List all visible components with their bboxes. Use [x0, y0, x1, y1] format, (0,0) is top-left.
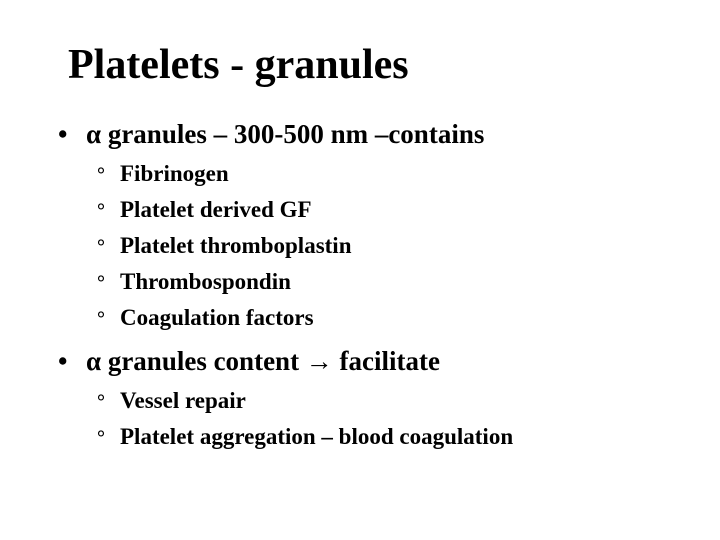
sub-bullet-marker: °	[97, 391, 105, 413]
bullet-marker: •	[58, 346, 68, 376]
sub-bullet-text: Coagulation factors	[120, 305, 314, 330]
sub-bullet-item	[97, 425, 513, 448]
sub-bullet-item	[97, 234, 351, 257]
sub-bullet-marker: °	[97, 427, 105, 449]
sub-bullet-marker: °	[97, 272, 105, 294]
sub-bullet-text: Fibrinogen	[120, 161, 229, 186]
bullet-marker: •	[58, 119, 68, 149]
sub-bullet-marker: °	[97, 236, 105, 258]
bullet-text: α granules content → facilitate	[86, 346, 441, 376]
sub-bullet-item	[97, 389, 246, 412]
sub-bullet-text: Thrombospondin	[120, 269, 291, 294]
sub-bullet-marker: °	[97, 164, 105, 186]
sub-bullet-text: Vessel repair	[120, 388, 246, 413]
bullet-item	[58, 121, 484, 148]
sub-bullet-item	[97, 270, 291, 293]
sub-bullet-text: Platelet aggregation – blood coagulation	[120, 424, 514, 449]
sub-bullet-marker: °	[97, 200, 105, 222]
sub-bullet-marker: °	[97, 308, 105, 330]
sub-bullet-item	[97, 162, 229, 185]
sub-bullet-text: Platelet derived GF	[120, 197, 312, 222]
bullet-text: α granules – 300-500 nm –contains	[86, 119, 485, 149]
sub-bullet-item	[97, 306, 314, 329]
slide-title: Platelets - granules	[68, 42, 409, 88]
bullet-item	[58, 348, 440, 375]
sub-bullet-item	[97, 198, 312, 221]
sub-bullet-text: Platelet thromboplastin	[120, 233, 352, 258]
